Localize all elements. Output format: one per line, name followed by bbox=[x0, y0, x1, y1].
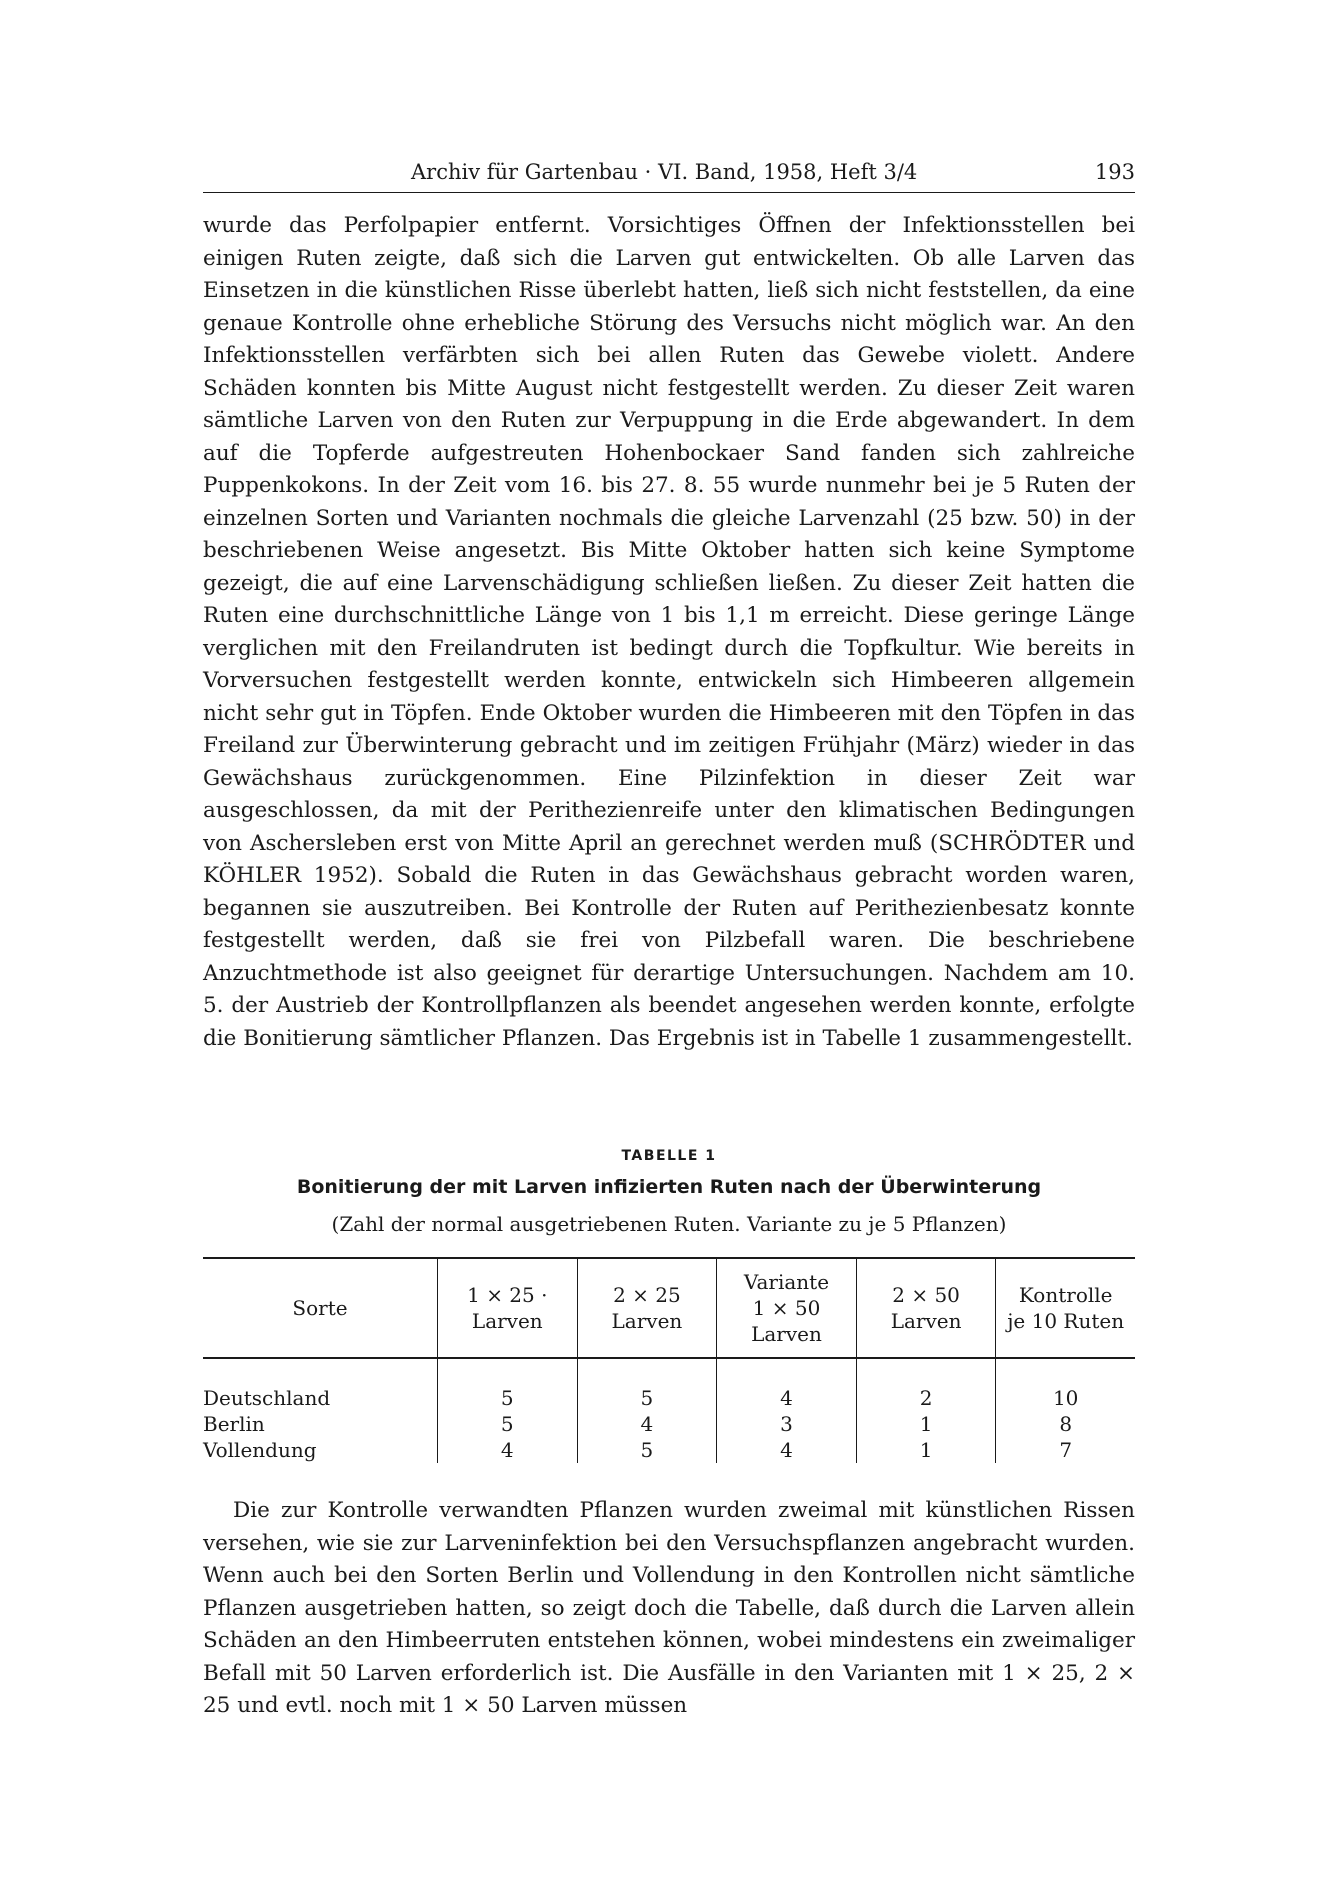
cell-kontrolle: 7 bbox=[996, 1437, 1135, 1463]
cell-1x50: 4 bbox=[717, 1385, 857, 1411]
header-sorte: Sorte bbox=[292, 1296, 348, 1320]
header-variante-line1: Variante bbox=[743, 1270, 830, 1294]
cell-kontrolle: 8 bbox=[996, 1411, 1135, 1437]
journal-title: Archiv für Gartenbau · VI. Band, 1958, Heft 3/4 bbox=[411, 160, 918, 184]
cell-1x50: 3 bbox=[717, 1411, 857, 1437]
page-number: 193 bbox=[1094, 160, 1135, 184]
table-row bbox=[203, 1437, 1135, 1463]
header-1x25 bbox=[438, 1258, 578, 1358]
header-2x50-line2: Larven bbox=[890, 1309, 962, 1333]
header-kontrolle-line1: Kontrolle bbox=[1018, 1283, 1113, 1307]
table-title: Bonitierung der mit Larven infizierten Ruten nach der Überwinterung bbox=[296, 1176, 1042, 1198]
header-2x25-line2: Larven bbox=[611, 1309, 683, 1333]
header-kontrolle-line2: je 10 Ruten bbox=[1007, 1309, 1125, 1333]
header-1x25-line2: Larven bbox=[471, 1309, 543, 1333]
table-row bbox=[203, 1385, 1135, 1411]
table-body bbox=[203, 1358, 1135, 1463]
table-row bbox=[203, 1411, 1135, 1437]
header-1x25-line1: 1 × 25 · bbox=[467, 1283, 548, 1307]
cell-1x50: 4 bbox=[717, 1437, 857, 1463]
spacer-cell bbox=[856, 1358, 996, 1385]
cell-1x25: 5 bbox=[438, 1385, 578, 1411]
table-label: TABELLE 1 bbox=[621, 1148, 717, 1164]
cell-2x25: 5 bbox=[577, 1385, 717, 1411]
header-2x50-line1: 2 × 50 bbox=[892, 1283, 960, 1307]
body-paragraph-1: wurde das Perfolpapier entfernt. Vorsichtiges Öffnen der Infektionsstellen bei einigen Ruten zeigte, daß sich die Larven gut entwickelten. Ob alle Larven das Einsetzen in die künstlichen Risse überlebt hatten, ließ sich nicht feststellen, da eine genaue Kontrolle ohne erhebliche Störung des Versuchs nicht möglich war. An den Infektionsstellen verfärbten sich bei allen Ruten das Gewebe violett. Andere Schäden konnten bis Mitte August nicht festgestellt werden. Zu dieser Zeit waren sämtliche Larven von den Ruten zur Verpuppung in die Erde abgewandert. In dem auf die Topferde aufgestreuten Hohenbockaer Sand fanden sich zahlreiche Puppenkokons. In der Zeit vom 16. bis 27. 8. 55 wurde nunmehr bei je 5 Ruten der einzelnen Sorten und Varianten nochmals die gleiche Larvenzahl (25 bzw. 50) in der beschriebenen Weise angesetzt. Bis Mitte Oktober hatten sich keine Symptome gezeigt, die auf eine Larvenschädigung schließen ließen. Zu dieser Zeit hatten die Ruten eine durchschnittliche Länge von 1 bis 1,1 m erreicht. Diese geringe Länge verglichen mit den Freilandruten ist bedingt durch die Topfkultur. Wie bereits in Vorversuchen festgestellt werden konnte, entwickeln sich Himbeeren allgemein nicht sehr gut in Töpfen. Ende Oktober wurden die Himbeeren mit den Töpfen in das Freiland zur Überwinterung gebracht und im zeitigen Frühjahr (März) wieder in das Gewächshaus zurückgenommen. Eine Pilzinfektion in dieser Zeit war ausgeschlossen, da mit der Perithezienreife unter den klimatischen Bedingungen von Aschersleben erst von Mitte April an gerechnet werden muß (SCHRÖDTER und KÖHLER 1952). Sobald die Ruten in das Gewächshaus gebracht worden waren, begannen sie auszutreiben. Bei Kontrolle der Ruten auf Perithezienbesatz konnte festgestellt werden, daß sie frei von Pilzbefall waren. Die beschriebene Anzuchtmethode ist also geeignet für derartige Untersuchungen. Nachdem am 10. 5. der Austrieb der Kontrollpflanzen als beendet angesehen werden konnte, erfolgte die Bonitierung sämtlicher Pflanzen. Das Ergebnis ist in Tabelle 1 zusammengestellt. bbox=[203, 213, 1135, 1051]
header-kontrolle bbox=[996, 1258, 1135, 1358]
cell-1x25: 5 bbox=[438, 1411, 578, 1437]
spacer-cell bbox=[996, 1358, 1135, 1385]
cell-sorte: Vollendung bbox=[203, 1438, 317, 1462]
cell-sorte: Deutschland bbox=[203, 1386, 331, 1410]
cell-sorte: Berlin bbox=[203, 1412, 265, 1436]
spacer-cell bbox=[717, 1358, 857, 1385]
cell-2x50: 1 bbox=[856, 1411, 996, 1437]
header-2x25 bbox=[577, 1258, 717, 1358]
table-header bbox=[203, 1258, 1135, 1358]
cell-kontrolle: 10 bbox=[996, 1385, 1135, 1411]
body-paragraph-2: Die zur Kontrolle verwandten Pflanzen wurden zweimal mit künstlichen Rissen versehen, wie sie zur Larveninfektion bei den Versuchspflanzen angebracht wurden. Wenn auch bei den Sorten Berlin und Vollendung in den Kontrollen nicht sämtliche Pflanzen ausgetrieben hatten, so zeigt doch die Tabelle, daß durch die Larven allein Schäden an den Himbeerruten entstehen können, wobei mindestens ein zweimaliger Befall mit 50 Larven erforderlich ist. Die Ausfälle in den Varianten mit 1 × 25, 2 × 25 und evtl. noch mit 1 × 50 Larven müssen bbox=[203, 1498, 1135, 1718]
table-header-row bbox=[203, 1258, 1135, 1358]
running-header bbox=[203, 156, 1135, 193]
cell-2x50: 2 bbox=[856, 1385, 996, 1411]
header-2x25-line1: 2 × 25 bbox=[613, 1283, 681, 1307]
spacer-cell bbox=[577, 1358, 717, 1385]
cell-2x25: 5 bbox=[577, 1437, 717, 1463]
header-2x50 bbox=[856, 1258, 996, 1358]
table-spacer-row bbox=[203, 1358, 1135, 1385]
spacer-cell bbox=[438, 1358, 578, 1385]
cell-2x50: 1 bbox=[856, 1437, 996, 1463]
table-subtitle: (Zahl der normal ausgetriebenen Ruten. Variante zu je 5 Pflanzen) bbox=[331, 1212, 1007, 1236]
header-variante-1x50 bbox=[717, 1258, 857, 1358]
cell-2x25: 4 bbox=[577, 1411, 717, 1437]
header-variante-line3: Larven bbox=[751, 1322, 822, 1346]
results-table bbox=[203, 1257, 1135, 1463]
header-variante-line2: 1 × 50 bbox=[752, 1296, 821, 1320]
cell-1x25: 4 bbox=[438, 1437, 578, 1463]
spacer-cell bbox=[203, 1358, 438, 1385]
